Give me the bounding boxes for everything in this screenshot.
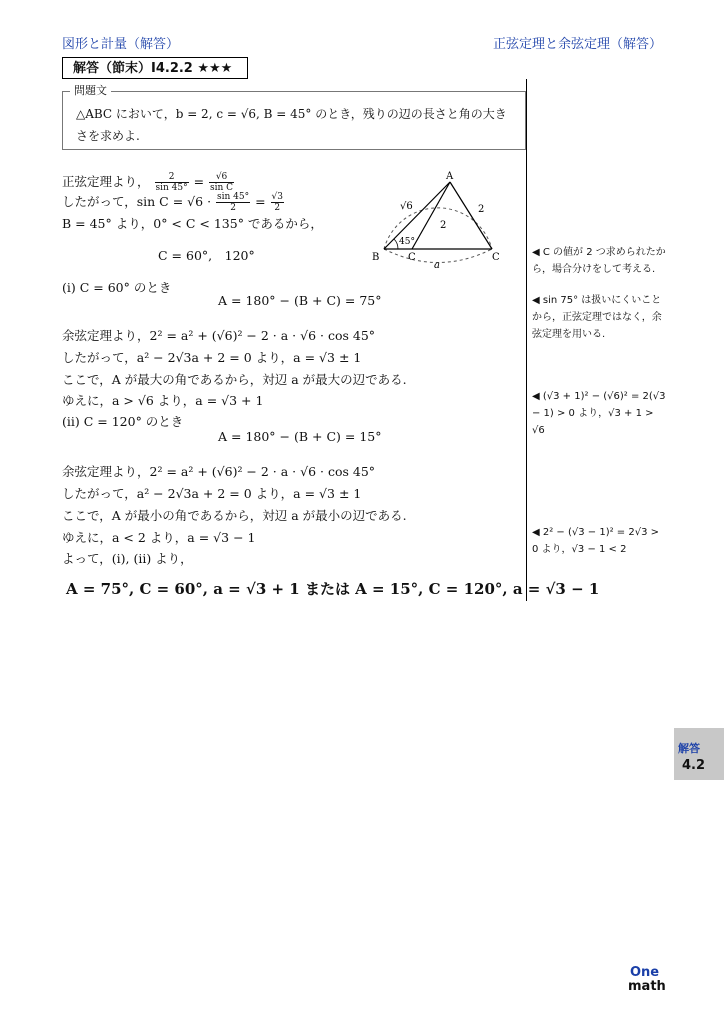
vertex-a-label: A <box>446 171 454 182</box>
problem-tag: 問題文 <box>70 82 111 98</box>
vertex-b-label: B <box>372 252 380 263</box>
case1-line-3: ここで，A が最大の角であるから，対辺 a が最大の辺である. <box>62 372 407 387</box>
section-tab-number: 4.2 <box>682 758 706 773</box>
margin-note-2: ◀ sin 75° は扱いにくいことから，正弦定理ではなく，余弦定理を用いる. <box>532 295 662 340</box>
case1-line-1: 余弦定理より，2² = a² + (√6)² − 2 · a · √6 · cos 45° <box>62 328 376 343</box>
logo-line-2: math <box>628 979 666 994</box>
margin-note-4: ◀ 2² − (√3 − 1)² = 2√3 > 0 より，√3 − 1 < 2 <box>532 527 660 555</box>
vertex-c2-label: C <box>492 252 500 263</box>
conclusion-line: よって，(i), (ii) より， <box>62 551 193 566</box>
solution-line-1: 正弦定理より， $\frac{2}{\sin 45^\circ}$ = $\frac{√6}{\text{sin C}}$ <box>62 172 234 193</box>
problem-text: △ABC において，b = 2, c = √6, B = 45° のとき，残りの辺の長さと角の大きさを求めよ. <box>76 107 507 143</box>
header-left: 図形と計量（解答） <box>62 37 180 52</box>
margin-note-3: ◀ (√3 + 1)² − (√6)² = 2(√3 − 1) > 0 より，√3 + 1 > √6 <box>532 391 666 436</box>
case1-heading: (i) C = 60° のとき <box>62 280 172 295</box>
side-2-label-inner: 2 <box>440 220 447 231</box>
case2-angle-eq: A = 180° − (B + C) = 15° <box>218 429 382 444</box>
logo-line-1: One <box>630 965 660 980</box>
case2-line-3: ここで，A が最小の角であるから，対辺 a が最小の辺である. <box>62 508 407 523</box>
angle-arc <box>394 239 398 249</box>
side-ab <box>384 182 450 249</box>
solution-line-3: B = 45° より，0° < C < 135° であるから， <box>62 216 323 231</box>
case2-line-1: 余弦定理より，2² = a² + (√6)² − 2 · a · √6 · cos 45° <box>62 464 376 479</box>
side-a-label: a <box>434 260 440 270</box>
case1-line-2: したがって，a² − 2√3a + 2 = 0 より，a = √3 ± 1 <box>62 350 362 365</box>
final-answer: A = 75°, C = 60°, a = √3 + 1 または A = 15°, C = 120°, a = √3 − 1 <box>66 580 600 598</box>
side-sqrt6-label: √6 <box>400 201 413 212</box>
solution-line-2: したがって，sin C = √6 · $\frac{\sin 45^\circ}{2}$ = $\frac{√3}{2}$ <box>62 192 284 213</box>
case2-heading: (ii) C = 120° のとき <box>62 414 184 429</box>
side-2-label-outer: 2 <box>478 204 485 215</box>
section-tab-label: 解答 <box>678 742 700 755</box>
triangle-figure <box>370 168 510 270</box>
case1-angle-eq: A = 180° − (B + C) = 75° <box>218 293 382 308</box>
solution-title: 解答（節末）I4.2.2 ★★★ <box>62 57 248 79</box>
angle-45-label: 45° <box>399 237 415 247</box>
side-ac <box>450 182 492 249</box>
case2-line-4: ゆえに，a < 2 より，a = √3 − 1 <box>62 530 256 545</box>
header-right: 正弦定理と余弦定理（解答） <box>492 37 662 52</box>
margin-note-1: ◀ C の値が 2 つ求められたから，場合分けをして考える. <box>532 247 666 275</box>
onemath-logo <box>628 965 680 995</box>
case1-line-4: ゆえに，a > √6 より，a = √3 + 1 <box>62 393 264 408</box>
vertex-c1-label: C <box>408 252 416 263</box>
margin-divider <box>526 79 527 601</box>
solution-c-values: C = 60°, 120° <box>158 248 255 263</box>
case2-line-2: したがって，a² − 2√3a + 2 = 0 より，a = √3 ± 1 <box>62 486 362 501</box>
section-tab <box>674 728 724 780</box>
